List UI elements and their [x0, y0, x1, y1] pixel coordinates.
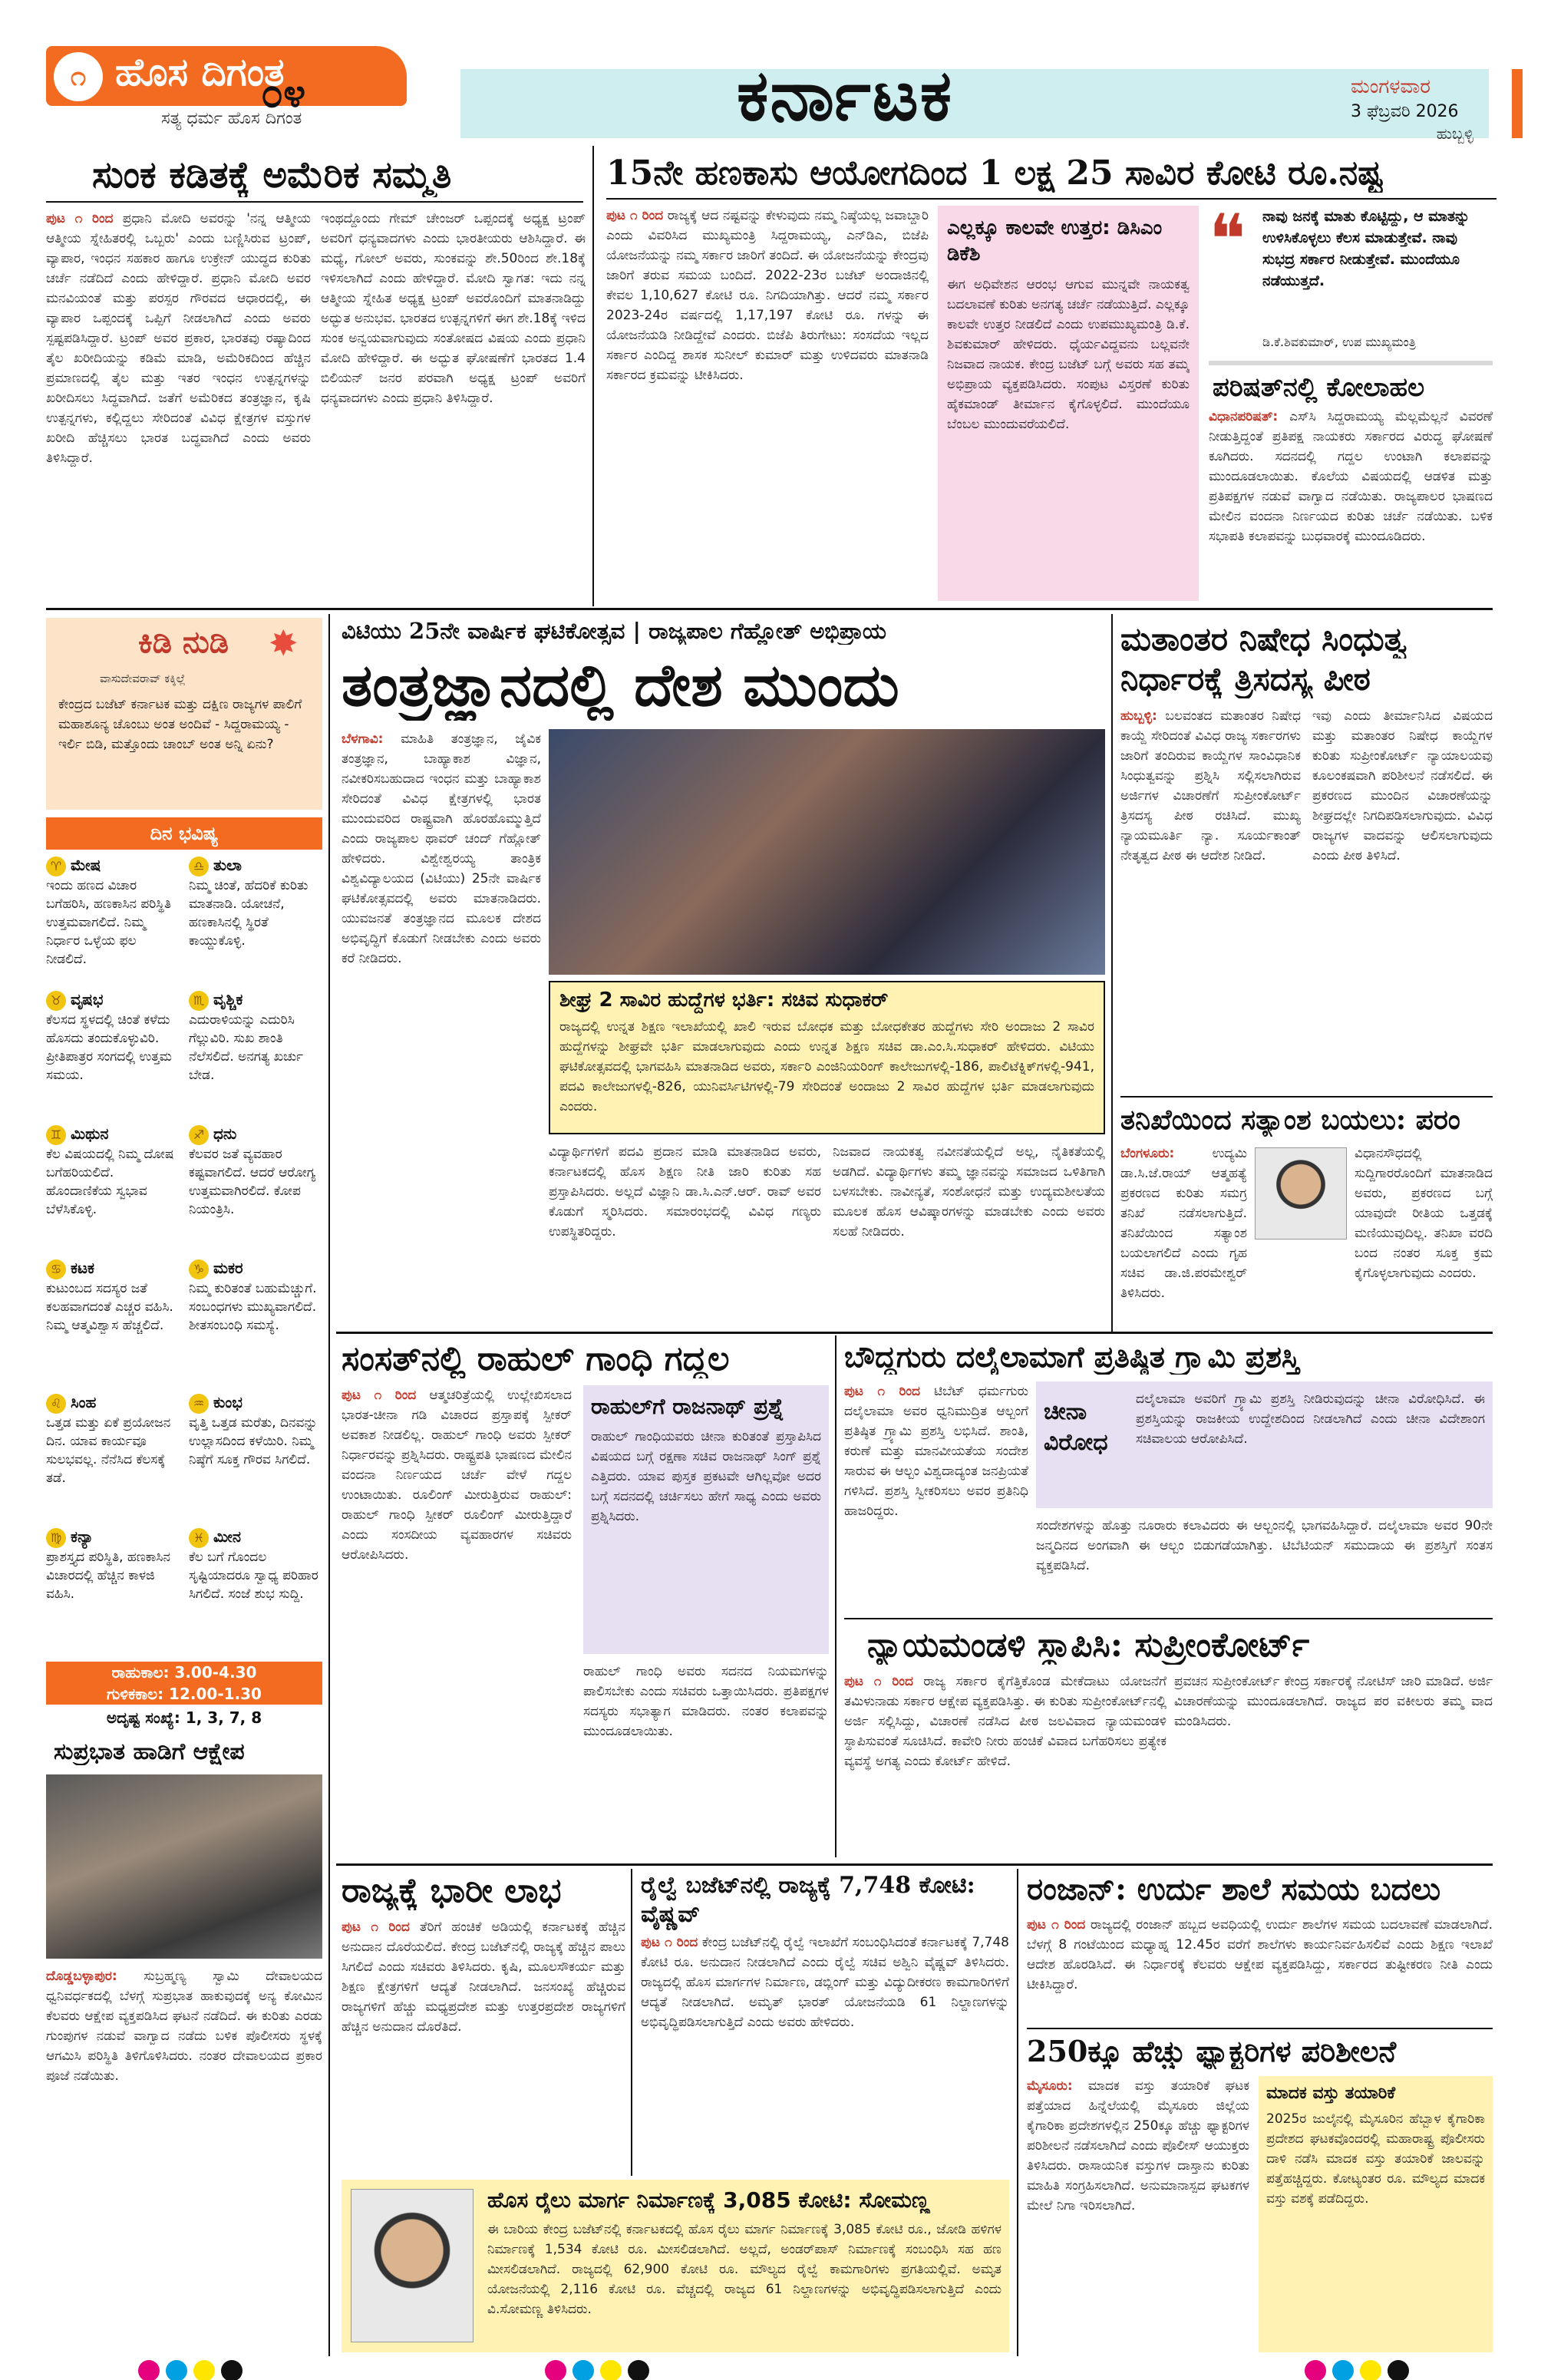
china-text: ದಲೈಲಾಮಾ ಅವರಿಗೆ ಗ್ರ್ಯಾಮಿ ಪ್ರಶಸ್ತಿ ನೀಡಿರುವುದನ್ನು ಚೀನಾ ವಿರೋಧಿಸಿದೆ. ಈ ಪ್ರಶಸ್ತಿಯನ್ನು ರಾಜಕೀಯ ಉದ್ದೇಶದಿಂದ ನೀಡಲಾಗಿದೆ ಎಂದು ಚೀನಾ ವಿದೇಶಾಂಗ ಸಚಿವಾಲಯ ಆರೋಪಿಸಿದೆ. [1136, 1391, 1485, 1447]
column-divider [1111, 614, 1113, 1332]
drug-box [1259, 2076, 1493, 2352]
lucky-number: ಅದೃಷ್ಟ ಸಂಖ್ಯೆ: 1, 3, 7, 8 [106, 1708, 262, 1727]
city-label: ಹುಬ್ಬಳ್ಳಿ [1436, 124, 1473, 143]
divider [1120, 1096, 1493, 1098]
taurus-icon: ♉ [46, 991, 66, 1011]
divider [606, 198, 1496, 200]
sign-gemini [46, 1124, 178, 1255]
suprabhata-text [46, 1966, 322, 2354]
sign-name: ಮೇಷ [71, 856, 101, 874]
column-divider [328, 614, 330, 2356]
sign-name: ಮೀನ [213, 1527, 241, 1546]
suprabhata-photo [46, 1774, 322, 1959]
rajnath-box [583, 1385, 829, 1654]
tribunal-col1 [844, 1672, 1166, 1856]
dalai-dateline: ಪುಟ ೧ ರಿಂದ [844, 1384, 920, 1399]
column-divider [835, 1335, 836, 1857]
sign-name: ಸಿಂಹ [71, 1393, 97, 1411]
story1-text-1: ಪ್ರಧಾನಿ ಮೋದಿ ಅವರನ್ನು 'ನನ್ನ ಆತ್ಮೀಯ ಆತ್ಮೀಯ ಸ್ನೇಹಿತರಲ್ಲಿ ಒಬ್ಬರು' ಎಂದು ಬಣ್ಣಿಸಿರುವ ಟ್ರಂಪ್, ವ್ಯಾಪಾರ, ಇಂಧನ ಸಹಕಾರ ಹಾಗೂ ಉಕ್ರೇನ್ ಯುದ್ಧದ ಕುರಿತು ಚರ್ಚೆ ನಡೆದಿದೆ ಎಂದು ಹೇಳಿದ್ದಾರೆ. ಪ್ರಧಾನಿ ಮೋದಿ ಅವರ ಮನವಿಯಂತೆ ಮತ್ತು ಪರಸ್ಪರ ಗೌರವದ ಆಧಾರದಲ್ಲಿ, ಈ ವ್ಯಾಪಾರ ಒಪ್ಪಂದಕ್ಕೆ ಒಪ್ಪಿಗೆ ನೀಡಲಾಗಿದೆ ಎಂದು ಅವರು ಸ್ಪಷ್ಟಪಡಿಸಿದ್ದಾರೆ. ಟ್ರಂಪ್ ಅವರ ಪ್ರಕಾರ, ಭಾರತವು ರಷ್ಯಾದಿಂದ ತೈಲ ಖರೀದಿಯನ್ನು ಕಡಿಮೆ ಮಾಡಿ, ಅಮೆರಿಕದಿಂದ ಹೆಚ್ಚಿನ ಪ್ರಮಾಣದಲ್ಲಿ ತೈಲ ಮತ್ತು ಇತರ ಇಂಧನ ಉತ್ಪನ್ನಗಳನ್ನು ಖರೀದಿಸಲು ಸಿದ್ಧವಾಗಿದೆ. ಜತೆಗೆ ಅಮೆರಿಕದ ತಂತ್ರಜ್ಞಾನ, ಕೃಷಿ ಉತ್ಪನ್ನಗಳು, ಕಲ್ಲಿದ್ದಲು ಸೇರಿದಂತೆ ವಿವಿಧ ಕ್ಷೇತ್ರಗಳ ವಸ್ತುಗಳ ಖರೀದಿ ಹೆಚ್ಚಿಸಲು ಭಾರತ ಬದ್ಧವಾಗಿದೆ ಎಂದು ಅವರು ತಿಳಿಸಿದ್ದಾರೆ. [46, 211, 311, 466]
registration-marks-center [545, 2360, 652, 2380]
column-divider [592, 146, 594, 606]
dalai-col1 [844, 1381, 1028, 1612]
sign-text: ಕೆಲವರ ಜತೆ ವ್ಯವಹಾರ ಕಷ್ಟವಾಗಲಿದೆ. ಆದರೆ ಆರೋಗ್ಯ ಉತ್ತಮವಾಗಿರಲಿದೆ. ಕೋಪ ನಿಯಂತ್ರಿಸಿ. [189, 1147, 316, 1217]
gulika-label: ಗುಳಿಕಕಾಲ: 12.00-1.30 [107, 1685, 262, 1703]
row-divider [336, 1863, 1493, 1866]
date-label: 3 ಫೆಬ್ರವರಿ 2026 [1351, 102, 1459, 121]
sign-text: ಎದುರಾಳಿಯನ್ನು ಎದುರಿಸಿ ಗೆಲ್ಲುವಿರಿ. ಸುಖ ಶಾಂತಿ ನೆಲೆಸಲಿದೆ. ಅನಗತ್ಯ ಖರ್ಚು ಬೇಡ. [189, 1012, 303, 1083]
rahul-col2: ರಾಹುಲ್ ಗಾಂಧಿ ಅವರು ಸದನದ ನಿಯಮಗಳನ್ನು ಪಾಲಿಸಬೇಕು ಎಂದು ಸಚಿವರು ಒತ್ತಾಯಿಸಿದರು. ಪ್ರತಿಪಕ್ಷಗಳ ಸದಸ್ಯರು ಸಭಾತ್ಯಾಗ ಮಾಡಿದರು. ನಂತರ ಕಲಾಪವನ್ನು ಮುಂದೂಡಲಾಯಿತು. [583, 1664, 829, 1739]
black-dot [221, 2360, 243, 2380]
recruitment-text: ರಾಜ್ಯದಲ್ಲಿ ಉನ್ನತ ಶಿಕ್ಷಣ ಇಲಾಖೆಯಲ್ಲಿ ಖಾಲಿ ಇರುವ ಬೋಧಕ ಮತ್ತು ಬೋಧಕೇತರ ಹುದ್ದೆಗಳು ಸೇರಿ ಅಂದಾಜು 2 ಸಾವಿರ ಹುದ್ದೆಗಳನ್ನು ಶೀಘ್ರವೇ ಭರ್ತಿ ಮಾಡಲಾಗುವುದು ಎಂದು ಉನ್ನತ ಶಿಕ್ಷಣ ಸಚಿವ ಡಾ.ಎಂ.ಸಿ.ಸುಧಾಕರ್ ಹೇಳಿದರು. ವಿಟಿಯು ಘಟಿಕೋತ್ಸವದಲ್ಲಿ ಭಾಗವಹಿಸಿ ಮಾತನಾಡಿದ ಅವರು, ಸರ್ಕಾರಿ ಎಂಜಿನಿಯರಿಂಗ್ ಕಾಲೇಜುಗಳಲ್ಲಿ-186, ಪಾಲಿಟೆಕ್ನಿಕ್‌ಗಳಲ್ಲಿ-941, ಪದವಿ ಕಾಲೇಜುಗಳಲ್ಲಿ-826, ಯುನಿವರ್ಸಿಟಿಗಳಲ್ಲಿ-79 ಸೇರಿದಂತೆ ಅಂದಾಜು 2 ಸಾವಿರ ಹುದ್ದೆಗಳ ಭರ್ತಿ ಮಾಡಲಾಗುವುದು ಎಂದರು. [559, 1019, 1094, 1114]
sign-text: ಕೆಲಸದ ಸ್ಥಳದಲ್ಲಿ ಚಿಂತೆ ಕಳೆದು ಹೊಸದು ತಂದುಕೊಳ್ಳುವಿರಿ. ಪ್ರೀತಿಪಾತ್ರರ ಸಂಗದಲ್ಲಿ ಉತ್ತಮ ಸಮಯ. [46, 1012, 172, 1083]
quote-mark-icon: ❝ [1209, 200, 1246, 280]
sign-text: ನಿಮ್ಮ ಕುರಿತಂತೆ ಬಹುಮೆಚ್ಚುಗೆ. ಸಂಬಂಧಗಳು ಮುಖ್ಯವಾಗಲಿದೆ. ಶೀತಸಂಬಂಧಿ ಸಮಸ್ಯೆ. [189, 1281, 317, 1333]
sign-text: ನಿಮ್ಮ ಚಿಂತೆ, ಹೆದರಿಕೆ ಕುರಿತು ಮಾತನಾಡಿ. ಯೋಚನೆ, ಹಣಕಾಸಿನಲ್ಲಿ ಸ್ಥಿರತೆ ಕಾಯ್ದುಕೊಳ್ಳಿ. [189, 878, 309, 949]
sign-text: ವೃತ್ತಿ ಒತ್ತಡ ಮರೆತು, ದಿನವನ್ನು ಉಲ್ಲಾಸದಿಂದ ಕಳೆಯಿರಿ. ನಿಮ್ಮ ನಿಷ್ಠೆಗೆ ಸೂಕ್ತ ಗೌರವ ಸಿಗಲಿದೆ. [189, 1415, 318, 1467]
page-number: ೦೪ [261, 71, 306, 117]
tribunal-dateline: ಪುಟ ೧ ರಿಂದ [844, 1674, 913, 1689]
urdu-text [1027, 1915, 1493, 2022]
sign-name: ಮಕರ [213, 1259, 243, 1277]
rahukala-box [46, 1662, 322, 1705]
dcm-box-title: ಎಲ್ಲಕ್ಕೂ ಕಾಲವೇ ಉತ್ತರ: ಡಿಸಿಎಂ ಡಿಕೆಶಿ [947, 216, 1163, 266]
story2-col1 [606, 206, 929, 601]
horoscope-title: ದಿನ ಭವಿಷ್ಯ [46, 817, 322, 850]
railway-text [641, 1933, 1009, 2170]
sign-aries [46, 856, 178, 986]
story2-headline: 15ನೇ ಹಣಕಾಸು ಆಯೋಗದಿಂದ 1 ಲಕ್ಷ 25 ಸಾವಿರ ಕೋಟಿ ರೂ.ನಷ್ಟ [606, 153, 1384, 193]
minister-portrait [1255, 1147, 1347, 1240]
conversion-dateline: ಹುಬ್ಬಳ್ಳಿ: [1120, 708, 1157, 724]
aquarius-icon: ♒ [189, 1394, 209, 1414]
sign-virgo [46, 1527, 178, 1650]
investigation-col2: ವಿಧಾನಸೌಧದಲ್ಲಿ ಸುದ್ದಿಗಾರರೊಂದಿಗೆ ಮಾತನಾಡಿದ ಅವರು, ಪ್ರಕರಣದ ಬಗ್ಗೆ ಯಾವುದೇ ರೀತಿಯ ಒತ್ತಡಕ್ಕೆ ಮಣಿಯುವುದಿಲ್ಲ. ತನಿಖಾ ವರದಿ ಬಂದ ನಂತರ ಸೂಕ್ತ ಕ್ರಮ ಕೈಗೊಳ್ಳಲಾಗುವುದು ಎಂದರು. [1355, 1146, 1493, 1281]
rahul-dateline: ಪುಟ ೧ ರಿಂದ [342, 1388, 417, 1403]
sign-name: ಕುಂಭ [213, 1393, 243, 1411]
gemini-icon: ♊ [46, 1125, 66, 1145]
state-benefit-headline: ರಾಜ್ಯಕ್ಕೆ ಭಾರೀ ಲಾಭ [342, 1871, 562, 1910]
conversion-headline-2: ನಿರ್ಧಾರಕ್ಕೆ ತ್ರಿಸದಸ್ಯ ಪೀಠ [1120, 660, 1371, 698]
yellow-dot [193, 2360, 215, 2380]
rajnath-title: ರಾಹುಲ್‌ಗೆ ರಾಜನಾಥ್ ಪ್ರಶ್ನೆ [591, 1394, 784, 1419]
story1-col2: ಇಂಥದ್ದೊಂದು ಗೇಮ್ ಚೇಂಜರ್ ಒಪ್ಪಂದಕ್ಕೆ ಅಧ್ಯಕ್ಷ ಟ್ರಂಪ್ ಅವರಿಗೆ ಧನ್ಯವಾದಗಳು ಎಂದು ಭಾರತೀಯರು ಆಶಿಸಿದ್ದಾರೆ. ಈ ಮಧ್ಯೆ, ಗೋಲ್ ಅವರು, ಸುಂಕವನ್ನು ಶೇ.50ರಿಂದ ಶೇ.18ಕ್ಕೆ ಇಳಿಸಲಾಗಿದೆ ಎಂದು ಹೇಳಿದ್ದಾರೆ. ಮೋದಿ ಸ್ವಾಗತ: ಇದು ನನ್ನ ಆತ್ಮೀಯ ಸ್ನೇಹಿತ ಅಧ್ಯಕ್ಷ ಟ್ರಂಪ್ ಅವರೊಂದಿಗೆ ಮಾತನಾಡಿದ್ದು ಅದ್ಭುತ ಅನುಭವ. ಭಾರತದ ಉತ್ಪನ್ನಗಳಿಗೆ ಈಗ ಶೇ.18ಕ್ಕೆ ಇಳಿದ ಸುಂಕ ಅನ್ವಯವಾಗುವುದು ಸಂತೋಷದ ವಿಷಯ ಎಂದು ಪ್ರಧಾನಿ ಮೋದಿ ಹೇಳಿದ್ದಾರೆ. ಈ ಅದ್ಭುತ ಘೋಷಣೆಗೆ ಭಾರತದ 1.4 ಬಿಲಿಯನ್ ಜನರ ಪರವಾಗಿ ಅಧ್ಯಕ್ಷ ಟ್ರಂಪ್ ಅವರಿಗೆ ಧನ್ಯವಾದಗಳು ಎಂದು ಪ್ರಧಾನಿ ತಿಳಿಸಿದ್ದಾರೆ. [321, 211, 586, 406]
story2-text-1: ರಾಜ್ಯಕ್ಕೆ ಆದ ನಷ್ಟವನ್ನು ಕೇಳುವುದು ನಮ್ಮ ನಿಷ್ಠೆಯಲ್ಲ ಜವಾಬ್ದಾರಿ ಎಂದು ವಿವರಿಸಿದ ಮುಖ್ಯಮಂತ್ರಿ ಸಿದ್ದರಾಮಯ್ಯ, ಎನ್‌ಡಿಎ, ಬಿಜೆಪಿ ಯೋಜನೆಯನ್ನು ನಮ್ಮ ಸರ್ಕಾರ ಜಾರಿಗೆ ತಂದಿದೆ. ಈ ಯೋಜನೆಯನ್ನು ಕೇಂದ್ರವು ಜಾರಿಗೆ ತರುವ ಸಮಯ ಬಂದಿದೆ. 2022-23ರ ಬಜೆಟ್ ಅಂದಾಜಿನಲ್ಲಿ ಕೇವಲ 1,10,627 ಕೋಟಿ ರೂ. ನಿಗದಿಯಾಗಿತ್ತು. ಆದರೆ ನಮ್ಮ ಸರ್ಕಾರ 2023-24ರ ವರ್ಷದಲ್ಲಿ 1,17,197 ಕೋಟಿ ರೂ. ಗಳನ್ನು ಈ ಯೋಜನೆಯಡಿ ನೀಡಿದ್ದೇವೆ ಎಂದರು. ಬಿಜೆಪಿ ತಿರುಗೇಟು: ಸಂಸದೆಯ ಇಲ್ಲದ ಸರ್ಕಾರ ಎಂದಿದ್ದ ಶಾಸಕ ಸುನೀಲ್ ಕುಮಾರ್ ಮತ್ತು ಉಳಿದವರು ಮಾತನಾಡಿ ಸರ್ಕಾರದ ಕ್ರಮವನ್ನು ಟೀಕಿಸಿದರು. [606, 208, 929, 383]
black-dot [628, 2360, 649, 2380]
drug-box-text: 2025ರ ಜುಲೈನಲ್ಲಿ ಮೈಸೂರಿನ ಹೆಬ್ಬಾಳ ಕೈಗಾರಿಕಾ ಪ್ರದೇಶದ ಘಟಕವೊಂದರಲ್ಲಿ ಮಹಾರಾಷ್ಟ್ರ ಪೊಲೀಸರು ದಾಳಿ ನಡೆಸಿ ಮಾದಕ ವಸ್ತು ತಯಾರಿಕೆ ಜಾಲವನ್ನು ಪತ್ತೆಹಚ್ಚಿದ್ದರು. ಕೋಟ್ಯಂತರ ರೂ. ಮೌಲ್ಯದ ಮಾದಕ ವಸ್ತು ವಶಕ್ಕೆ ಪಡೆದಿದ್ದರು. [1266, 2111, 1485, 2207]
urdu-dateline: ಪುಟ ೧ ರಿಂದ [1027, 1917, 1086, 1933]
sign-name: ಕನ್ಯಾ [71, 1527, 94, 1546]
paper-tagline: ಸತ್ಯ ಧರ್ಮ ಹೊಸ ದಿಗಂತ [161, 109, 302, 128]
section-title: ಕರ್ನಾಟಕ [737, 54, 954, 137]
divider [1027, 2028, 1493, 2029]
dalai-headline: ಬೌದ್ಧಗುರು ದಲೈಲಾಮಾಗೆ ಪ್ರತಿಷ್ಠಿತ ಗ್ರ್ಯಾಮಿ ಪ್ರಶಸ್ತಿ [844, 1339, 1300, 1374]
leo-icon: ♌ [46, 1394, 66, 1414]
china-label: ಚೀನಾ ವಿರೋಧ [1044, 1398, 1108, 1456]
tribunal-headline: ನ್ಯಾಯಮಂಡಳಿ ಸ್ಥಾಪಿಸಿ: ಸುಪ್ರೀಂಕೋರ್ಟ್ [867, 1626, 1310, 1665]
vtu-headline: ತಂತ್ರಜ್ಞಾನದಲ್ಲಿ ದೇಶ ಮುಂದು [342, 651, 899, 719]
sign-name: ವೃಶ್ಚಿಕ [213, 990, 243, 1008]
rahul-text-1: ಆತ್ಮಚರಿತ್ರೆಯಲ್ಲಿ ಉಲ್ಲೇಖಿಸಲಾದ ಭಾರತ-ಚೀನಾ ಗಡಿ ವಿಚಾರದ ಪ್ರಸ್ತಾಪಕ್ಕೆ ಸ್ಪೀಕರ್ ಅವಕಾಶ ನೀಡಲಿಲ್ಲ. ರಾಹುಲ್ ಗಾಂಧಿ ಅವರು ಸ್ಪೀಕರ್ ನಿರ್ಧಾರವನ್ನು ಪ್ರಶ್ನಿಸಿದರು. ರಾಷ್ಟ್ರಪತಿ ಭಾಷಣದ ಮೇಲಿನ ವಂದನಾ ನಿರ್ಣಯದ ಚರ್ಚೆ ವೇಳೆ ಗದ್ದಲ ಉಂಟಾಯಿತು. ರೂಲಿಂಗ್ ಮೀರುತ್ತಿರುವ ರಾಹುಲ್: ರಾಹುಲ್ ಗಾಂಧಿ ಸ್ಪೀಕರ್ ರೂಲಿಂಗ್ ಮೀರುತ್ತಿದ್ದಾರೆ ಎಂದು ಸಂಸದೀಯ ವ್ಯವಹಾರಗಳ ಸಚಿವರು ಆರೋಪಿಸಿದರು. [342, 1388, 572, 1563]
factory-text [1027, 2076, 1249, 2352]
sign-text: ಪ್ರಾಶಸ್ತ್ಯದ ಪರಿಸ್ಥಿತಿ, ಹಣಕಾಸಿನ ವಿಚಾರದಲ್ಲಿ ಹೆಚ್ಚಿನ ಕಾಳಜಿ ವಹಿಸಿ. [46, 1550, 170, 1602]
libra-icon: ♎ [189, 857, 209, 876]
story1-dateline: ಪುಟ ೧ ರಿಂದ [46, 211, 114, 226]
vtu-photo [549, 729, 1105, 975]
vtu-col3: ನಿಜವಾದ ನಾಯಕತ್ವ ನವೀನತೆಯಲ್ಲಿದೆ ಅಲ್ಲ, ನೈತಿಕತೆಯಲ್ಲಿ ಅಡಗಿದೆ. ವಿದ್ಯಾರ್ಥಿಗಳು ತಮ್ಮ ಜ್ಞಾನವನ್ನು ಸಮಾಜದ ಒಳಿತಿಗಾಗಿ ಬಳಸಬೇಕು. ನಾವೀನ್ಯತೆ, ಸಂಶೋಧನೆ ಮತ್ತು ಉದ್ಯಮಶೀಲತೆಯ ಮೂಲಕ ಹೊಸ ಆವಿಷ್ಕಾರಗಳನ್ನು ಮಾಡಬೇಕು ಎಂದು ಅವರು ಸಲಹೆ ನೀಡಿದರು. [833, 1144, 1105, 1240]
sign-cancer [46, 1259, 178, 1389]
virgo-icon: ♍ [46, 1528, 66, 1548]
divider [1209, 361, 1493, 365]
urdu-body: ರಾಜ್ಯದಲ್ಲಿ ರಂಜಾನ್ ಹಬ್ಬದ ಅವಧಿಯಲ್ಲಿ ಉರ್ದು ಶಾಲೆಗಳ ಸಮಯ ಬದಲಾವಣೆ ಮಾಡಲಾಗಿದೆ. ಬೆಳಗ್ಗೆ 8 ಗಂಟೆಯಿಂದ ಮಧ್ಯಾಹ್ನ 12.45ರ ವರೆಗೆ ಶಾಲೆಗಳು ಕಾರ್ಯನಿರ್ವಹಿಸಲಿವೆ ಎಂದು ಶಿಕ್ಷಣ ಇಲಾಖೆ ಆದೇಶ ಹೊರಡಿಸಿದೆ. ಈ ನಿರ್ಧಾರಕ್ಕೆ ಕೆಲವರು ಆಕ್ಷೇಪ ವ್ಯಕ್ತಪಡಿಸಿದ್ದು, ಸರ್ಕಾರದ ತುಷ್ಟೀಕರಣ ನೀತಿ ಎಂದು ಟೀಕಿಸಿದ್ದಾರೆ. [1027, 1917, 1493, 1992]
registration-marks-left [138, 2360, 246, 2380]
rahukala-label: ರಾಹುಕಾಲ: 3.00-4.30 [111, 1663, 257, 1682]
aries-icon: ♈ [46, 857, 66, 876]
dcm-box-text: ಈಗ ಅಧಿವೇಶನ ಆರಂಭ ಆಗುವ ಮುನ್ನವೇ ನಾಯಕತ್ವ ಬದಲಾವಣೆ ಕುರಿತು ಅನಗತ್ಯ ಚರ್ಚೆ ನಡೆಯುತ್ತಿದೆ. ಎಲ್ಲಕ್ಕೂ ಕಾಲವೇ ಉತ್ತರ ನೀಡಲಿದೆ ಎಂದು ಉಪಮುಖ್ಯಮಂತ್ರಿ ಡಿ.ಕೆ. ಶಿವಕುಮಾರ್ ಹೇಳಿದರು. ಧೈರ್ಯವಿದ್ದವನು ಬಲ್ಲವನೇ ನಿಜವಾದ ನಾಯಕ. ಕೇಂದ್ರ ಬಜೆಟ್ ಬಗ್ಗೆ ಅವರು ಸಹ ತಮ್ಮ ಅಭಿಪ್ರಾಯ ವ್ಯಕ್ತಪಡಿಸಿದರು. ಸಂಪುಟ ವಿಸ್ತರಣೆ ಕುರಿತು ಹೈಕಮಾಂಡ್ ತೀರ್ಮಾನ ಕೈಗೊಳ್ಳಲಿದೆ. ಮುಂದೆಯೂ ಬೆಂಬಲ ಮುಂದುವರೆಯಲಿದೆ. [947, 277, 1190, 432]
factory-dateline: ಮೈಸೂರು: [1027, 2078, 1073, 2094]
magenta-dot [545, 2360, 566, 2380]
sign-pisces [189, 1527, 321, 1650]
conversion-headline-1: ಮತಾಂತರ ನಿಷೇಧ ಸಿಂಧುತ್ವ [1120, 620, 1407, 658]
registration-marks-right [1305, 2360, 1412, 2380]
day-label: ಮಂಗಳವಾರ [1351, 75, 1431, 98]
sign-name: ಕಟಕ [71, 1259, 95, 1277]
vtu-col1 [342, 729, 541, 1320]
divider [844, 1618, 1493, 1619]
sign-aquarius [189, 1393, 321, 1523]
sign-text: ಕೆಲ ಬಗೆ ಗೊಂದಲ ಸೃಷ್ಟಿಯಾದರೂ ಸ್ವಾಧ್ಯ ಪರಿಹಾರ ಸಿಗಲಿದೆ. ಸಂಜೆ ಶುಭ ಸುದ್ದಿ. [189, 1550, 318, 1602]
conversion-text-1: ಬಲವಂತದ ಮತಾಂತರ ನಿಷೇಧ ಕಾಯ್ದೆ ಸೇರಿದಂತೆ ವಿವಿಧ ರಾಜ್ಯ ಸರ್ಕಾರಗಳು ಜಾರಿಗೆ ತಂದಿರುವ ಕಾಯ್ದೆಗಳ ಸಾಂವಿಧಾನಿಕ ಸಿಂಧುತ್ವವನ್ನು ಪ್ರಶ್ನಿಸಿ ಸಲ್ಲಿಸಲಾಗಿರುವ ಅರ್ಜಿಗಳ ವಿಚಾರಣೆಗೆ ಸುಪ್ರೀಂಕೋರ್ಟ್ ತ್ರಿಸದಸ್ಯ ಪೀಠ ರಚಿಸಿದೆ. ಮುಖ್ಯ ನ್ಯಾಯಮೂರ್ತಿ ನ್ಯಾ. ಸೂರ್ಯಕಾಂತ್ ನೇತೃತ್ವದ ಪೀಠ ಈ ಆದೇಶ ನೀಡಿದೆ. [1120, 708, 1301, 863]
story2-dateline: ಪುಟ ೧ ರಿಂದ [606, 208, 664, 223]
railway-dateline: ಪುಟ ೧ ರಿಂದ [641, 1935, 698, 1950]
dalai-text-1: ಟಿಬೆಟ್ ಧರ್ಮಗುರು ದಲೈಲಾಮಾ ಅವರ ಧ್ವನಿಮುದ್ರಿತ ಆಲ್ಬಂಗೆ ಪ್ರತಿಷ್ಠಿತ ಗ್ರ್ಯಾಮಿ ಪ್ರಶಸ್ತಿ ಲಭಿಸಿದೆ. ಶಾಂತಿ, ಕರುಣೆ ಮತ್ತು ಮಾನವೀಯತೆಯ ಸಂದೇಶ ಸಾರುವ ಈ ಆಲ್ಬಂ ವಿಶ್ವದಾದ್ಯಂತ ಜನಪ್ರಿಯತೆ ಗಳಿಸಿದೆ. ಪ್ರಶಸ್ತಿ ಸ್ವೀಕರಿಸಲು ಅವರ ಪ್ರತಿನಿಧಿ ಹಾಜರಿದ್ದರು. [844, 1384, 1028, 1519]
newspaper-logo [46, 46, 407, 138]
sign-sagittarius [189, 1124, 321, 1255]
somanna-portrait [351, 2189, 474, 2342]
suprabhata-body: ಸುಬ್ರಹ್ಮಣ್ಯ ಸ್ವಾಮಿ ದೇವಾಲಯದ ಧ್ವನಿವರ್ಧಕದಲ್ಲಿ ಬೆಳಗ್ಗೆ ಸುಪ್ರಭಾತ ಹಾಕುವುದಕ್ಕೆ ಅನ್ಯ ಕೋಮಿನ ಕೆಲವರು ಆಕ್ಷೇಪ ವ್ಯಕ್ತಪಡಿಸಿದ ಘಟನೆ ನಡೆದಿದೆ. ಈ ಕುರಿತು ಎರಡು ಗುಂಪುಗಳ ನಡುವೆ ವಾಗ್ವಾದ ನಡೆದು ಬಳಿಕ ಪೊಲೀಸರು ಸ್ಥಳಕ್ಕೆ ಆಗಮಿಸಿ ಪರಿಸ್ಥಿತಿ ತಿಳಿಗೊಳಿಸಿದರು. ನಂತರ ದೇವಾಲಯದ ಪ್ರಕಾರ ಪೂಜೆ ನಡೆಯಿತು. [46, 1969, 322, 2084]
somanna-text: ಈ ಬಾರಿಯ ಕೇಂದ್ರ ಬಜೆಟ್‌ನಲ್ಲಿ ಕರ್ನಾಟಕದಲ್ಲಿ ಹೊಸ ರೈಲು ಮಾರ್ಗ ನಿರ್ಮಾಣಕ್ಕೆ 3,085 ಕೋಟಿ ರೂ., ಜೋಡಿ ಹಳಿಗಳ ನಿರ್ಮಾಣಕ್ಕೆ 1,534 ಕೋಟಿ ರೂ. ಮೀಸಲಿಡಲಾಗಿದೆ. ಅಲ್ಲದೆ, ಅಂಡರ್‌ಪಾಸ್ ನಿರ್ಮಾಣಕ್ಕೆ ಸಂಬಂಧಿಸಿ ಸಹ ಹಣ ಮೀಸಲಿಡಲಾಗಿದೆ. ರಾಜ್ಯದಲ್ಲಿ 62,900 ಕೋಟಿ ರೂ. ಮೌಲ್ಯದ ರೈಲ್ವೆ ಕಾಮಗಾರಿಗಳು ಪ್ರಗತಿಯಲ್ಲಿವೆ. ಅಮೃತ ಯೋಜನೆಯಲ್ಲಿ 2,116 ಕೋಟಿ ರೂ. ವೆಚ್ಚದಲ್ಲಿ ರಾಜ್ಯದ 61 ನಿಲ್ದಾಣಗಳನ್ನು ಅಭಿವೃದ್ಧಿಪಡಿಸಲಾಗುತ್ತಿದೆ ಎಂದು ವಿ.ಸೋಮಣ್ಣ ತಿಳಿಸಿದರು. [487, 2222, 1001, 2317]
somanna-box [342, 2180, 1009, 2352]
divider [46, 201, 583, 203]
yellow-dot [600, 2360, 622, 2380]
column-divider [1017, 1869, 1018, 2356]
magenta-dot [138, 2360, 160, 2380]
masthead [0, 0, 1541, 146]
conversion-col2: ಇವು ಎಂದು ತೀರ್ಮಾನಿಸಿದ ವಿಷಯದ ಮತ್ತು ಮತಾಂತರ ನಿಷೇಧ ಕಾಯ್ದೆಗಳ ಕುರಿತು ಸುಪ್ರೀಂಕೋರ್ಟ್ ನ್ಯಾಯಾಲಯವು ಕೂಲಂಕಷವಾಗಿ ಪರಿಶೀಲನೆ ನಡೆಸಲಿದೆ. ಈ ಪ್ರಕರಣದ ಮುಂದಿನ ವಿಚಾರಣೆಯನ್ನು ಶೀಘ್ರದಲ್ಲೇ ನಿಗದಿಪಡಿಸಲಾಗುವುದು. ವಿವಿಧ ರಾಜ್ಯಗಳ ವಾದವನ್ನು ಆಲಿಸಲಾಗುವುದು ಎಂದು ಪೀಠ ತಿಳಿಸಿದೆ. [1312, 708, 1493, 863]
factory-body: ಮಾದಕ ವಸ್ತು ತಯಾರಿಕೆ ಘಟಕ ಪತ್ತೆಯಾದ ಹಿನ್ನೆಲೆಯಲ್ಲಿ ಮೈಸೂರು ಜಿಲ್ಲೆಯ ಕೈಗಾರಿಕಾ ಪ್ರದೇಶಗಳಲ್ಲಿನ 250ಕ್ಕೂ ಹೆಚ್ಚು ಫ್ಯಾಕ್ಟರಿಗಳ ಪರಿಶೀಲನೆ ನಡೆಸಲಾಗಿದೆ ಎಂದು ಪೊಲೀಸ್ ಆಯುಕ್ತರು ತಿಳಿಸಿದರು. ರಾಸಾಯನಿಕ ವಸ್ತುಗಳ ದಾಸ್ತಾನು ಕುರಿತು ಮಾಹಿತಿ ಸಂಗ್ರಹಿಸಲಾಗಿದೆ. ಅನುಮಾನಾಸ್ಪದ ಘಟಕಗಳ ಮೇಲೆ ನಿಗಾ ಇರಿಸಲಾಗಿದೆ. [1027, 2078, 1249, 2213]
scorpio-icon: ♏ [189, 991, 209, 1011]
quote-box [1209, 200, 1493, 355]
suprabhata-dateline: ದೊಡ್ಡಬಳ್ಳಾಪುರ: [46, 1969, 117, 1984]
investigation-col1 [1120, 1144, 1247, 1324]
pisces-icon: ♓ [189, 1528, 209, 1548]
story3-text [1209, 407, 1493, 602]
tribunal-col2: ಪ್ರವಚನ ಸುಪ್ರೀಂಕೋರ್ಟ್ ಕೇಂದ್ರ ಸರ್ಕಾರಕ್ಕೆ ನೋಟಿಸ್ ಜಾರಿ ಮಾಡಿದೆ. ಅರ್ಜಿ ವಿಚಾರಣೆಯನ್ನು ಮುಂದೂಡಲಾಗಿದೆ. ರಾಜ್ಯದ ಪರ ವಕೀಲರು ತಮ್ಮ ವಾದ ಮಂಡಿಸಿದರು. [1174, 1674, 1493, 1729]
row-divider [46, 608, 1493, 610]
logo-emblem: ೧ [54, 52, 103, 101]
conversion-col1 [1120, 706, 1301, 1090]
black-dot [1388, 2360, 1409, 2380]
state-benefit-dateline: ಪುಟ ೧ ರಿಂದ [342, 1920, 410, 1935]
section-band [460, 69, 1489, 138]
story1-headline: ಸುಂಕ ಕಡಿತಕ್ಕೆ ಅಮೆರಿಕ ಸಮ್ಮತಿ [92, 153, 452, 196]
sign-capricorn [189, 1259, 321, 1389]
magenta-dot [1305, 2360, 1326, 2380]
state-benefit-text [342, 1917, 625, 2170]
quote-attribution: ಡಿ.ಕೆ.ಶಿವಕುಮಾರ್, ಉಪ ಮುಖ್ಯಮಂತ್ರಿ [1262, 335, 1416, 349]
investigation-text-1: ಉದ್ಯಮಿ ಡಾ.ಸಿ.ಜೆ.ರಾಯ್ ಆತ್ಮಹತ್ಯೆ ಪ್ರಕರಣದ ಕುರಿತು ಸಮಗ್ರ ತನಿಖೆ ನಡೆಸಲಾಗುತ್ತಿದೆ. ತನಿಖೆಯಿಂದ ಸತ್ಯಾಂಶ ಬಯಲಾಗಲಿದೆ ಎಂದು ಗೃಹ ಸಚಿವ ಡಾ.ಜಿ.ಪರಮೇಶ್ವರ್ ತಿಳಿಸಿದರು. [1120, 1146, 1247, 1301]
railway-headline: ರೈಲ್ವೆ ಬಜೆಟ್‌ನಲ್ಲಿ ರಾಜ್ಯಕ್ಕೆ 7,748 ಕೋಟಿ: ವೈಷ್ಣವ್ [641, 1872, 975, 1928]
story1-col1 [46, 209, 311, 600]
drug-box-title: ಮಾದಕ ವಸ್ತು ತಯಾರಿಕೆ [1266, 2084, 1396, 2103]
story3-dateline: ವಿಧಾನಪರಿಷತ್: [1209, 409, 1279, 424]
rajnath-text: ರಾಹುಲ್ ಗಾಂಧಿಯವರು ಚೀನಾ ಕುರಿತಂತೆ ಪ್ರಸ್ತಾಪಿಸಿದ ವಿಷಯದ ಬಗ್ಗೆ ರಕ್ಷಣಾ ಸಚಿವ ರಾಜನಾಥ್ ಸಿಂಗ್ ಪ್ರಶ್ನೆ ಎತ್ತಿದರು. ಯಾವ ಪುಸ್ತಕ ಪ್ರಕಟವೇ ಆಗಿಲ್ಲವೋ ಅದರ ಬಗ್ಗೆ ಸದನದಲ್ಲಿ ಚರ್ಚಿಸಲು ಹೇಗೆ ಸಾಧ್ಯ ಎಂದು ಅವರು ಪ್ರಶ್ನಿಸಿದರು. [591, 1429, 821, 1524]
capricorn-icon: ♑ [189, 1259, 209, 1279]
quote-text: ನಾವು ಜನಕ್ಕೆ ಮಾತು ಕೊಟ್ಟಿದ್ದು, ಆ ಮಾತನ್ನು ಉಳಿಸಿಕೊಳ್ಳಲು ಕೆಲಸ ಮಾಡುತ್ತೇವೆ. ನಾವು ಸುಭದ್ರ ಸರ್ಕಾರ ನೀಡುತ್ತೇವೆ. ಮುಂದೆಯೂ ನಡೆಯುತ್ತದೆ. [1262, 208, 1470, 289]
railway-body: ಕೇಂದ್ರ ಬಜೆಟ್‌ನಲ್ಲಿ ರೈಲ್ವೆ ಇಲಾಖೆಗೆ ಸಂಬಂಧಿಸಿದಂತೆ ಕರ್ನಾಟಕಕ್ಕೆ 7,748 ಕೋಟಿ ರೂ. ಅನುದಾನ ನೀಡಲಾಗಿದೆ ಎಂದು ರೈಲ್ವೆ ಸಚಿವ ಅಶ್ವಿನಿ ವೈಷ್ಣವ್ ತಿಳಿಸಿದರು. ರಾಜ್ಯದಲ್ಲಿ ಹೊಸ ಮಾರ್ಗಗಳ ನಿರ್ಮಾಣ, ಡಬ್ಲಿಂಗ್ ಮತ್ತು ವಿದ್ಯುದೀಕರಣ ಕಾಮಗಾರಿಗಳಿಗೆ ಆದ್ಯತೆ ನೀಡಲಾಗಿದೆ. ಅಮೃತ್ ಭಾರತ್ ಯೋಜನೆಯಡಿ 61 ನಿಲ್ದಾಣಗಳನ್ನು ಅಭಿವೃದ್ಧಿಪಡಿಸಲಾಗುತ್ತಿದೆ ಎಂದು ಅವರು ಹೇಳಿದರು. [641, 1935, 1009, 2030]
spark-icon: ✸ [269, 622, 299, 664]
recruitment-title: ಶೀಘ್ರ 2 ಸಾವಿರ ಹುದ್ದೆಗಳ ಭರ್ತಿ: ಸಚಿವ ಸುಧಾಕರ್ [559, 989, 889, 1012]
kidi-nudi-title: ಕಿಡಿ ನುಡಿ [138, 624, 229, 660]
column-divider [631, 1869, 632, 2176]
dalai-col2: ಸಂದೇಶಗಳನ್ನು ಹೊತ್ತು ನೂರಾರು ಕಲಾವಿದರು ಈ ಆಲ್ಬಂನಲ್ಲಿ ಭಾಗವಹಿಸಿದ್ದಾರೆ. ದಲೈಲಾಮಾ ಅವರ 90ನೇ ಜನ್ಮದಿನದ ಅಂಗವಾಗಿ ಈ ಆಲ್ಬಂ ಬಿಡುಗಡೆಯಾಗಿತ್ತು. ಟಿಬೆಟಿಯನ್ ಸಮುದಾಯ ಈ ಪ್ರಶಸ್ತಿಗೆ ಸಂತಸ ವ್ಯಕ್ತಪಡಿಸಿದೆ. [1036, 1518, 1493, 1573]
tribunal-text-1: ರಾಜ್ಯ ಸರ್ಕಾರ ಕೈಗೆತ್ತಿಕೊಂಡ ಮೇಕೆದಾಟು ಯೋಜನೆಗೆ ತಮಿಳುನಾಡು ಸರ್ಕಾರ ಆಕ್ಷೇಪ ವ್ಯಕ್ತಪಡಿಸಿತ್ತು. ಈ ಕುರಿತು ಸುಪ್ರೀಂಕೋರ್ಟ್‌ನಲ್ಲಿ ಅರ್ಜಿ ಸಲ್ಲಿಸಿದ್ದು, ವಿಚಾರಣೆ ನಡೆಸಿದ ಪೀಠ ಜಲವಿವಾದ ನ್ಯಾಯಮಂಡಳಿ ಸ್ಥಾಪಿಸುವಂತೆ ಸೂಚಿಸಿದೆ. ಕಾವೇರಿ ನೀರು ಹಂಚಿಕೆ ವಿವಾದ ಬಗೆಹರಿಸಲು ಪ್ರತ್ಯೇಕ ವ್ಯವಸ್ಥೆ ಅಗತ್ಯ ಎಂದು ಕೋರ್ಟ್ ಹೇಳಿದೆ. [844, 1674, 1166, 1769]
sign-text: ಕುಟುಂಬದ ಸದಸ್ಯರ ಜತೆ ಕಲಹವಾಗದಂತೆ ಎಚ್ಚರ ವಹಿಸಿ. ನಿಮ್ಮ ಆತ್ಮವಿಶ್ವಾಸ ಹೆಚ್ಚಲಿದೆ. [46, 1281, 173, 1333]
story3-body: ಎಸ್‌ಸಿ ಸಿದ್ದರಾಮಯ್ಯ ಮೆಲ್ಲಮೆಲ್ಲನೆ ವಿವರಣೆ ನೀಡುತ್ತಿದ್ದಂತೆ ಪ್ರತಿಪಕ್ಷ ನಾಯಕರು ಸರ್ಕಾರದ ವಿರುದ್ಧ ಘೋಷಣೆ ಕೂಗಿದರು. ಸದನದಲ್ಲಿ ಗದ್ದಲ ಉಂಟಾಗಿ ಕಲಾಪವನ್ನು ಮುಂದೂಡಲಾಯಿತು. ಕೊಲೆಯ ವಿಷಯದಲ್ಲಿ ಆಡಳಿತ ಮತ್ತು ಪ್ರತಿಪಕ್ಷಗಳ ನಡುವೆ ವಾಗ್ವಾದ ನಡೆಯಿತು. ರಾಜ್ಯಪಾಲರ ಭಾಷಣದ ಮೇಲಿನ ವಂದನಾ ನಿರ್ಣಯದ ಕುರಿತು ಚರ್ಚೆ ನಡೆಯಿತು. ಬಳಿಕ ಸಭಾಪತಿ ಕಲಾಪವನ್ನು ಬುಧವಾರಕ್ಕೆ ಮುಂದೂಡಿದರು. [1209, 409, 1493, 544]
sign-name: ಧನು [213, 1124, 237, 1143]
row-divider [336, 1332, 1493, 1334]
sign-leo [46, 1393, 178, 1523]
paper-name: ಹೊಸ ದಿಗಂತ [115, 49, 285, 94]
sign-text: ಒತ್ತಡ ಮತ್ತು ಏಕೆ ಪ್ರಯೋಜನ ದಿನ. ಯಾವ ಕಾರ್ಯವೂ ಸುಲಭವಲ್ಲ. ನೆನೆಸಿದ ಕೆಲಸಕ್ಕೆ ತಡೆ. [46, 1415, 171, 1486]
sign-name: ಮಿಥುನ [71, 1124, 109, 1143]
cyan-dot [573, 2360, 594, 2380]
rahul-headline: ಸಂಸತ್‌ನಲ್ಲಿ ರಾಹುಲ್ ಗಾಂಧಿ ಗದ್ದಲ [342, 1339, 730, 1378]
dcm-box [938, 206, 1199, 601]
urdu-headline: ರಂಜಾನ್: ಉರ್ದು ಶಾಲೆ ಸಮಯ ಬದಲು [1027, 1871, 1441, 1907]
cyan-dot [1332, 2360, 1354, 2380]
sign-text: ಇಂದು ಹಣದ ವಿಚಾರ ಬಗೆಹರಿಸಿ, ಹಣಕಾಸಿನ ಪರಿಸ್ಥಿತಿ ಉತ್ತಮವಾಗಲಿದೆ. ನಿಮ್ಮ ನಿರ್ಧಾರ ಒಳ್ಳೆಯ ಫಲ ನೀಡಲಿದೆ. [46, 878, 171, 967]
accent-strip [1512, 69, 1523, 138]
horoscope-grid [46, 856, 322, 1654]
sign-name: ತುಲಾ [213, 856, 242, 874]
rahul-col1 [342, 1385, 572, 1855]
yellow-dot [1360, 2360, 1381, 2380]
cancer-icon: ♋ [46, 1259, 66, 1279]
suprabhata-headline: ಸುಪ್ರಭಾತ ಹಾಡಿಗೆ ಆಕ್ಷೇಪ [54, 1738, 245, 1765]
sign-scorpio [189, 990, 321, 1121]
dateline [1351, 75, 1520, 143]
kidi-nudi-author: ವಾಸುದೇವರಾವ್ ಕಕ್ಕಿಲ್ಲೆ [100, 672, 186, 685]
kidi-nudi-box [46, 618, 322, 810]
vtu-col2: ವಿದ್ಯಾರ್ಥಿಗಳಿಗೆ ಪದವಿ ಪ್ರದಾನ ಮಾಡಿ ಮಾತನಾಡಿದ ಅವರು, ಕರ್ನಾಟಕದಲ್ಲಿ ಹೊಸ ಶಿಕ್ಷಣ ನೀತಿ ಜಾರಿ ಕುರಿತು ಸಹ ಪ್ರಸ್ತಾಪಿಸಿದರು. ಅಲ್ಲದೆ ವಿಜ್ಞಾನಿ ಡಾ.ಸಿ.ಎನ್.ಆರ್. ರಾವ್ ಅವರ ಕೊಡುಗೆ ಸ್ಮರಿಸಿದರು. ಸಮಾರಂಭದಲ್ಲಿ ವಿವಿಧ ಗಣ್ಯರು ಉಪಸ್ಥಿತರಿದ್ದರು. [549, 1144, 821, 1240]
sign-name: ವೃಷಭ [71, 990, 104, 1008]
state-benefit-body: ತೆರಿಗೆ ಹಂಚಿಕೆ ಅಡಿಯಲ್ಲಿ ಕರ್ನಾಟಕಕ್ಕೆ ಹೆಚ್ಚಿನ ಅನುದಾನ ದೊರೆಯಲಿದೆ. ಕೇಂದ್ರ ಬಜೆಟ್‌ನಲ್ಲಿ ರಾಜ್ಯಕ್ಕೆ ಹೆಚ್ಚಿನ ಪಾಲು ಸಿಗಲಿದೆ ಎಂದು ಸಚಿವರು ತಿಳಿಸಿದರು. ಕೃಷಿ, ಮೂಲಸೌಕರ್ಯ ಮತ್ತು ಶಿಕ್ಷಣ ಕ್ಷೇತ್ರಗಳಿಗೆ ಆದ್ಯತೆ ನೀಡಲಾಗಿದೆ. ಜನಸಂಖ್ಯೆ ಹೆಚ್ಚಿರುವ ರಾಜ್ಯಗಳಿಗೆ ಹೆಚ್ಚು ಮಧ್ಯಪ್ರದೇಶ ಮತ್ತು ಉತ್ತರಪ್ರದೇಶ ರಾಜ್ಯಗಳಿಗೆ ಹೆಚ್ಚಿನ ಅನುದಾನ ದೊರೆತಿದೆ. [342, 1920, 625, 2035]
investigation-headline: ತನಿಖೆಯಿಂದ ಸತ್ಯಾಂಶ ಬಯಲು: ಪರಂ [1120, 1104, 1460, 1136]
vtu-dateline: ಬೆಳಗಾವಿ: [342, 731, 384, 747]
investigation-dateline: ಬೆಂಗಳೂರು: [1120, 1146, 1175, 1161]
sign-taurus [46, 990, 178, 1121]
sign-text: ಕೆಲ ವಿಷಯದಲ್ಲಿ ನಿಮ್ಮ ದೋಷ ಬಗೆಹರಿಯಲಿದೆ. ಹೊಂದಾಣಿಕೆಯ ಸ್ವಭಾವ ಬೆಳೆಸಿಕೊಳ್ಳಿ. [46, 1147, 174, 1217]
recruitment-box [549, 981, 1105, 1134]
vtu-text-1: ಮಾಹಿತಿ ತಂತ್ರಜ್ಞಾನ, ಜೈವಿಕ ತಂತ್ರಜ್ಞಾನ, ಬಾಹ್ಯಾಕಾಶ ವಿಜ್ಞಾನ, ನವೀಕರಿಸಬಹುದಾದ ಇಂಧನ ಮತ್ತು ಬಾಹ್ಯಾಕಾಶ ಸೇರಿದಂತೆ ವಿವಿಧ ಕ್ಷೇತ್ರಗಳಲ್ಲಿ ಭಾರತ ಮುಂದುವರಿದ ರಾಷ್ಟ್ರವಾಗಿ ಹೊರಹೊಮ್ಮುತ್ತಿದೆ ಎಂದು ರಾಜ್ಯಪಾಲ ಥಾವರ್ ಚಂದ್ ಗೆಹ್ಲೋತ್ ಹೇಳಿದರು. ವಿಶ್ವೇಶ್ವರಯ್ಯ ತಾಂತ್ರಿಕ ವಿಶ್ವವಿದ್ಯಾಲಯದ (ವಿಟಿಯು) 25ನೇ ವಾರ್ಷಿಕ ಘಟಿಕೋತ್ಸವದಲ್ಲಿ ಅವರು ಮಾತನಾಡಿದರು. ಯುವಜನತೆ ತಂತ್ರಜ್ಞಾನದ ಮೂಲಕ ದೇಶದ ಅಭಿವೃದ್ಧಿಗೆ ಕೊಡುಗೆ ನೀಡಬೇಕು ಎಂದು ಅವರು ಕರೆ ನೀಡಿದರು. [342, 731, 541, 966]
sign-libra [189, 856, 321, 986]
cyan-dot [166, 2360, 187, 2380]
factory-headline: 250ಕ್ಕೂ ಹೆಚ್ಚು ಫ್ಯಾಕ್ಟರಿಗಳ ಪರಿಶೀಲನೆ [1027, 2034, 1397, 2068]
china-box [1036, 1381, 1493, 1508]
vtu-kicker: ವಿಟಿಯು 25ನೇ ವಾರ್ಷಿಕ ಘಟಿಕೋತ್ಸವ | ರಾಜ್ಯಪಾಲ ಗೆಹ್ಲೋತ್ ಅಭಿಪ್ರಾಯ [342, 618, 886, 644]
somanna-headline: ಹೊಸ ರೈಲು ಮಾರ್ಗ ನಿರ್ಮಾಣಕ್ಕೆ 3,085 ಕೋಟಿ: ಸೋಮಣ್ಣ [487, 2187, 930, 2213]
sagittarius-icon: ♐ [189, 1125, 209, 1145]
kidi-nudi-text: ಕೇಂದ್ರದ ಬಜೆಟ್ ಕರ್ನಾಟಕ ಮತ್ತು ದಕ್ಷಿಣ ರಾಜ್ಯಗಳ ಪಾಲಿಗೆ ಮಹಾಶೂನ್ಯ ಚೊಂಬು ಅಂತ ಅಂದಿವೆ - ಸಿದ್ದರಾಮಯ್ಯ - ಇರ್ಲಿ ಬಿಡಿ, ಮತ್ತೊಂದು ಚಾಂಬ್ ಅಂತ ಅನ್ನಿ ಏನು? [58, 697, 302, 752]
story3-headline: ಪರಿಷತ್‌ನಲ್ಲಿ ಕೋಲಾಹಲ [1213, 372, 1425, 403]
